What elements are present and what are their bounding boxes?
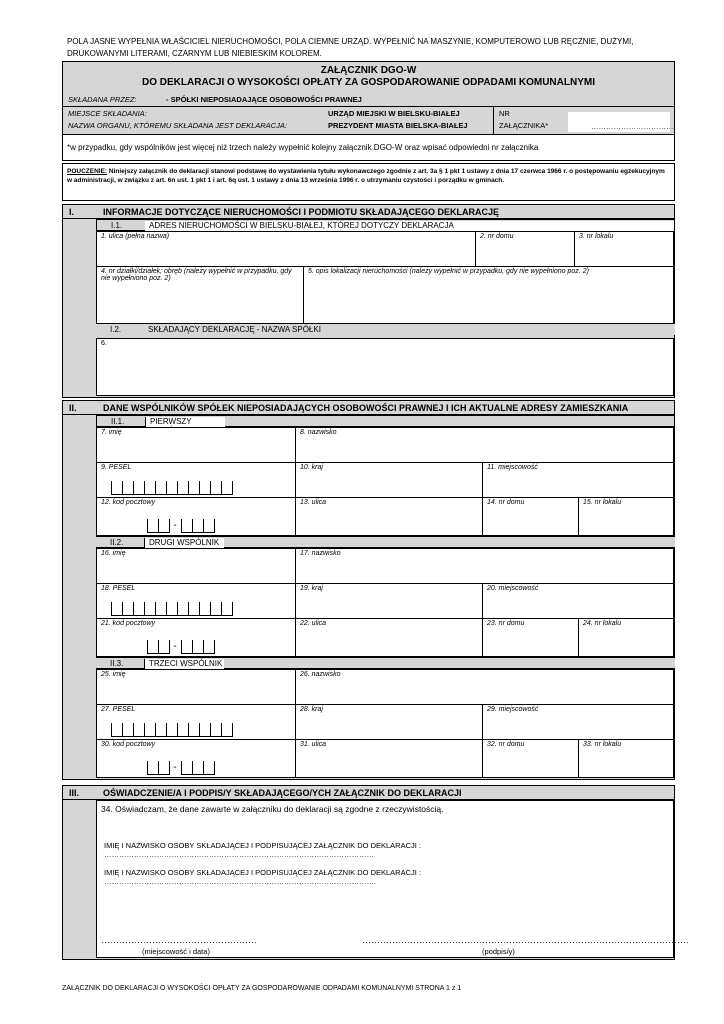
- partner-1-last-name[interactable]: [295, 427, 674, 463]
- declaration-area: [96, 800, 689, 958]
- field-label: 13. ulica: [300, 499, 327, 506]
- section-1-number: I.: [69, 207, 75, 217]
- field-label: 28. kraj: [300, 706, 323, 713]
- field-label: 20. miejscowość: [487, 585, 539, 592]
- partner-3-last-name[interactable]: [295, 669, 674, 705]
- field-label: 2. nr domu: [480, 233, 514, 240]
- partner-2-last-name[interactable]: [295, 548, 674, 584]
- partner-title: PIERWSZY: [145, 417, 225, 427]
- field-label: 8. nazwisko: [300, 429, 337, 436]
- section-3-title: OŚWIADCZENIE/A I PODPIS/Y SKŁADAJĄCEGO/YCH ZAŁĄCZNIK DO DEKLARACJI: [103, 788, 462, 798]
- field-label: 31. ulica: [300, 741, 327, 748]
- place-date-label: (miejscowość i data): [142, 947, 210, 956]
- footer: ZAŁĄCZNIK DO DEKLARACJI O WYSOKOŚCI OPŁATY ZA GOSPODAROWANIE ODPADAMI KOMUNALNYMI STRONA 1 z 1: [62, 985, 462, 992]
- partner-1-house-number[interactable]: [482, 497, 579, 536]
- field-label: 19. kraj: [300, 585, 323, 592]
- partner-2-first-name[interactable]: [96, 548, 296, 584]
- partner-1-flat-number[interactable]: [578, 497, 674, 536]
- section-2-title: DANE WSPÓLNIKÓW SPÓŁEK NIEPOSIADAJĄCYCH OSOBOWOŚCI PRAWNEJ I ICH AKTUALNE ADRESY ZAMIESZKANIA: [103, 403, 629, 413]
- partner-2-city[interactable]: [482, 583, 674, 619]
- form-header: [62, 61, 675, 161]
- partner-3-pesel[interactable]: [96, 704, 296, 740]
- partner-2-pesel[interactable]: [96, 583, 296, 619]
- partner-3-postal-code[interactable]: 30. kod pocztowy -: [96, 739, 296, 778]
- field-house-number[interactable]: [475, 231, 575, 267]
- field-label: 30. kod pocztowy: [101, 741, 156, 748]
- subsection-1-2-title: SKŁADAJĄCY DEKLARACJĘ - NAZWA SPÓŁKI: [144, 325, 675, 335]
- field-label: 16. imię: [101, 550, 126, 557]
- partner-2-country[interactable]: [295, 583, 483, 619]
- person-name-field-2[interactable]: IMIĘ I NAZWISKO OSOBY SKŁADAJĄCEJ I PODPISUJĄCEJ ZAŁĄCZNIK DO DEKLARACJI : ……………………………………………………………………………………………….: [104, 868, 422, 886]
- partner-1-city[interactable]: [482, 462, 674, 498]
- field-label: 23. nr domu: [487, 620, 525, 627]
- field-street[interactable]: [96, 231, 476, 267]
- field-label: 33. nr lokalu: [583, 741, 622, 748]
- miejsce-label: MIEJSCE SKŁADANIA:: [68, 109, 147, 118]
- field-label: 6.: [101, 340, 107, 347]
- field-label: 3. nr lokalu: [579, 233, 614, 240]
- field-label: 7. imię: [101, 429, 122, 436]
- partner-title: TRZECI WSPÓLNIK: [144, 659, 224, 669]
- partner-number: II.1.: [111, 417, 125, 426]
- field-label: 29. miejscowość: [487, 706, 539, 713]
- subsection-1-2: [96, 323, 675, 335]
- field-flat-number[interactable]: [574, 231, 674, 267]
- note: *w przypadku, gdy wspólników jest więcej niż trzech należy wypełnić kolejny załącznik DGO-W oraz wpisać odpowiedni nr załącznika: [63, 134, 674, 160]
- field-label: 15. nr lokalu: [583, 499, 622, 506]
- partner-1-first-name[interactable]: [96, 427, 296, 463]
- field-label: 9. PESEL: [101, 464, 132, 471]
- section-3: [62, 785, 689, 960]
- top-note: POLA JASNE WYPEŁNIA WŁAŚCICIEL NIERUCHOMOŚCI, POLA CIEMNE URZĄD. WYPEŁNIĆ NA MASZYNIE, KOMPUTEROWO LUB RĘCZNIE, DUŻYMI, DRUKOWANYMI LITERAMI, CZARNYM LUB NIEBIESKIM KOLOREM.: [67, 37, 634, 58]
- partner-3-header: [96, 657, 675, 669]
- signature-field[interactable]: ……………………………………………………………………………………………….: [362, 935, 689, 945]
- partner-2-house-number[interactable]: [482, 618, 579, 657]
- declaration-statement: 34. Oświadczam, że dane zawarte w załączniku do deklaracji są zgodne z rzeczywistością.: [101, 804, 444, 814]
- field-label: 32. nr domu: [487, 741, 525, 748]
- partner-3-city[interactable]: [482, 704, 674, 740]
- field-label: 25. imię: [101, 671, 126, 678]
- skladana-label: SKŁADANA PRZEZ:: [68, 95, 137, 104]
- field-label: 10. kraj: [300, 464, 323, 471]
- partner-title: DRUGI WSPÓLNIK: [144, 538, 224, 548]
- section-2: [62, 400, 675, 780]
- section-2-number: II.: [69, 403, 77, 413]
- pouczenie-text: Niniejszy załącznik do deklaracji stanowi podstawę do wystawienia tytułu wykonawczego zgodnie z art. 3a § 1 pkt 1 ustawy z dnia 17 czerwca 1966 r. o postępowaniu egzekucyjnym w administracji, w związku z art. 6n ust. 1 pkt 1 i art. 6q ust. 1 ustawy z dnia 13 września 1996 r. o utrzymaniu czystości i porządku w gminach.: [67, 168, 665, 184]
- field-label: 21. kod pocztowy: [101, 620, 156, 627]
- partner-1-header: [96, 415, 675, 427]
- partner-2-flat-number[interactable]: [578, 618, 674, 657]
- partner-2-header: [96, 536, 675, 548]
- field-label: 22. ulica: [300, 620, 327, 627]
- field-label: 14. nr domu: [487, 499, 525, 506]
- skladana-value: - SPÓŁKI NIEPOSIADAJĄCE OSOBOWOŚCI PRAWNEJ: [166, 95, 362, 104]
- partner-3-first-name[interactable]: [96, 669, 296, 705]
- field-label: 26. nazwisko: [300, 671, 341, 678]
- form-title: ZAŁĄCZNIK DGO-W: [320, 65, 417, 76]
- partner-3-house-number[interactable]: [482, 739, 579, 778]
- partner-3-flat-number[interactable]: [578, 739, 674, 778]
- subsection-1-1-number: I.1.: [111, 221, 123, 230]
- field-label: 5. opis lokalizacji nieruchomości (należy wypełnić w przypadku, gdy nie wypełniono poz. 2): [308, 268, 589, 275]
- field-label: 4. nr działki/działek; obręb (należy wypełnić w przypadku, gdy nie wypełniono poz. 2): [101, 268, 292, 282]
- pouczenie: [62, 163, 675, 201]
- field-label: 17. nazwisko: [300, 550, 341, 557]
- signature-label: (podpis/y): [482, 947, 515, 956]
- field-label: 12. kod pocztowy: [101, 499, 156, 506]
- field-label: 18. PESEL: [101, 585, 136, 592]
- field-label: 24. nr lokalu: [583, 620, 622, 627]
- partner-2-postal-code[interactable]: 21. kod pocztowy -: [96, 618, 296, 657]
- attachment-number-field[interactable]: ……………………………: [591, 122, 674, 131]
- partner-3-country[interactable]: [295, 704, 483, 740]
- field-label: 1. ulica (pełna nazwa): [101, 233, 170, 240]
- partner-1-postal-code[interactable]: 12. kod pocztowy -: [96, 497, 296, 536]
- organ-value: PREZYDENT MIASTA BIELSKA-BIAŁEJ: [328, 121, 468, 130]
- section-1-title: INFORMACJE DOTYCZĄCE NIERUCHOMOŚCI I PODMIOTU SKŁADAJĄCEGO DEKLARACJĘ: [103, 207, 500, 217]
- organ-label: NAZWA ORGANU, KTÓREMU SKŁADANA JEST DEKLARACJA:: [68, 121, 287, 130]
- partner-3-street[interactable]: [295, 739, 483, 778]
- subsection-1-1: [96, 219, 675, 231]
- field-label: 27. PESEL: [101, 706, 136, 713]
- person-name-field-1[interactable]: IMIĘ I NAZWISKO OSOBY SKŁADAJĄCEJ I PODPISUJĄCEJ ZAŁĄCZNIK DO DEKLARACJI : ………………………………………………………………………………………………: [104, 841, 422, 859]
- field-location-description[interactable]: [303, 266, 674, 324]
- partner-number: II.2.: [110, 538, 124, 547]
- place-date-field[interactable]: …………………………………………….: [101, 935, 257, 945]
- miejsce-value: URZĄD MIEJSKI W BIELSKU-BIAŁEJ: [328, 109, 460, 118]
- form-subtitle: DO DEKLARACJI O WYSOKOŚCI OPŁATY ZA GOSPODAROWANIE ODPADAMI KOMUNALNYMI: [142, 77, 595, 88]
- field-label: 11. miejscowość: [487, 464, 538, 471]
- field-plot[interactable]: [96, 266, 304, 324]
- field-company-name[interactable]: [96, 338, 674, 396]
- section-3-number: III.: [69, 788, 80, 798]
- partner-2-street[interactable]: [295, 618, 483, 657]
- partner-1-pesel[interactable]: [96, 462, 296, 498]
- subsection-1-2-number: I.2.: [110, 325, 122, 334]
- section-1: [62, 204, 675, 398]
- partner-number: II.3.: [110, 659, 124, 668]
- partner-1-country[interactable]: [295, 462, 483, 498]
- subsection-1-1-title: ADRES NIERUCHOMOŚCI W BIELSKU-BIAŁEJ, KTÓREJ DOTYCZY DEKLARACJA: [145, 221, 674, 231]
- nr-label: NR: [499, 109, 510, 118]
- partner-1-street[interactable]: [295, 497, 483, 536]
- pouczenie-label: POUCZENIE:: [67, 168, 108, 175]
- nr-label-2: ZAŁĄCZNIKA*: [499, 121, 549, 130]
